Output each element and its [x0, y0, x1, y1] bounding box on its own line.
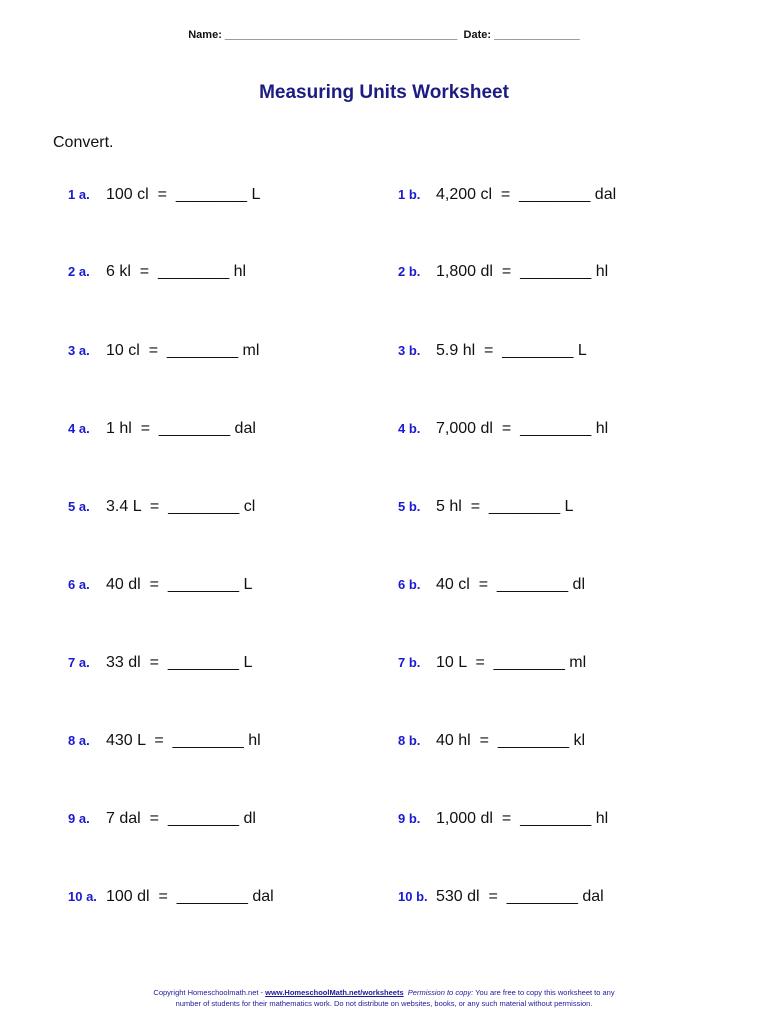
- date-blank: ______________: [491, 29, 580, 41]
- problem-number: 9 a.: [68, 811, 90, 826]
- problem-number: 1 a.: [68, 187, 90, 202]
- problem-text: 1,800 dl = ________ hl: [436, 263, 609, 280]
- name-label: Name:: [188, 29, 222, 41]
- problem-9b: [398, 809, 608, 829]
- problem-number: 4 a.: [68, 421, 90, 436]
- problem-5b: [398, 497, 573, 517]
- problem-number: 10 a.: [68, 889, 97, 904]
- problem-text: 10 L = ________ ml: [436, 654, 587, 671]
- permission-label: Permission to copy:: [407, 988, 474, 997]
- problem-text: 4,200 cl = ________ dal: [436, 186, 617, 203]
- problem-8a: [68, 731, 261, 751]
- problem-number: 8 b.: [398, 733, 421, 748]
- problem-7b: [398, 653, 586, 673]
- problem-number: 8 a.: [68, 733, 90, 748]
- problem-6a: [68, 575, 252, 595]
- footer: [0, 987, 768, 1009]
- problem-number: 3 b.: [398, 343, 421, 358]
- problem-number: 5 b.: [398, 499, 421, 514]
- problem-text: 100 cl = ________ L: [106, 186, 261, 203]
- date-label: Date:: [463, 29, 492, 41]
- problem-2a: [68, 262, 246, 282]
- problem-number: 5 a.: [68, 499, 90, 514]
- problem-text: 5 hl = ________ L: [436, 498, 574, 515]
- problem-text: 5.9 hl = ________ L: [436, 342, 587, 359]
- problem-number: 2 b.: [398, 264, 421, 279]
- problem-1b: [398, 185, 616, 205]
- problem-number: 7 b.: [398, 655, 421, 670]
- problem-text: 3.4 L = ________ cl: [106, 498, 256, 515]
- problem-text: 33 dl = ________ L: [106, 654, 253, 671]
- problem-4a: [68, 419, 256, 439]
- problem-text: 6 kl = ________ hl: [106, 263, 247, 280]
- problem-5a: [68, 497, 255, 517]
- problem-text: 1,000 dl = ________ hl: [436, 810, 609, 827]
- problem-10b: [398, 887, 604, 907]
- problem-3a: [68, 341, 259, 361]
- problem-number: 7 a.: [68, 655, 90, 670]
- copyright-text: Copyright Homeschoolmath.net -: [153, 988, 266, 997]
- name-blank: ______________________________________: [221, 29, 461, 41]
- problem-text: 40 hl = ________ kl: [436, 732, 586, 749]
- problem-text: 1 hl = ________ dal: [106, 420, 256, 437]
- worksheet-title: Measuring Units Worksheet: [259, 82, 509, 103]
- problem-text: 530 dl = ________ dal: [436, 888, 604, 905]
- problem-number: 6 b.: [398, 577, 421, 592]
- footer-line-2: number of students for their mathematics work. Do not distribute on websites, books, or any such material without permission.: [175, 999, 593, 1008]
- problem-3b: [398, 341, 587, 361]
- problem-text: 100 dl = ________ dal: [106, 888, 274, 905]
- problem-7a: [68, 653, 252, 673]
- problem-text: 10 cl = ________ ml: [106, 342, 260, 359]
- instruction: Convert.: [53, 134, 114, 151]
- problem-1a: [68, 185, 260, 205]
- problem-number: 6 a.: [68, 577, 90, 592]
- problem-number: 2 a.: [68, 264, 90, 279]
- problem-text: 40 cl = ________ dl: [436, 576, 586, 593]
- problem-6b: [398, 575, 585, 595]
- problem-10a: [68, 887, 274, 907]
- problem-text: 7,000 dl = ________ hl: [436, 420, 609, 437]
- permission-text: You are free to copy this worksheet to any: [473, 988, 615, 997]
- problem-8b: [398, 731, 585, 751]
- problem-text: 430 L = ________ hl: [106, 732, 261, 749]
- problem-text: 7 dal = ________ dl: [106, 810, 256, 827]
- problem-number: 9 b.: [398, 811, 421, 826]
- problem-text: 40 dl = ________ L: [106, 576, 253, 593]
- problem-number: 3 a.: [68, 343, 90, 358]
- name-date-header: [0, 29, 768, 41]
- problem-2b: [398, 262, 608, 282]
- problem-4b: [398, 419, 608, 439]
- worksheets-link[interactable]: www.HomeschoolMath.net/worksheets: [265, 988, 404, 997]
- problem-9a: [68, 809, 256, 829]
- problem-number: 1 b.: [398, 187, 421, 202]
- problem-number: 10 b.: [398, 889, 428, 904]
- problem-number: 4 b.: [398, 421, 421, 436]
- footer-line-1: [0, 987, 768, 998]
